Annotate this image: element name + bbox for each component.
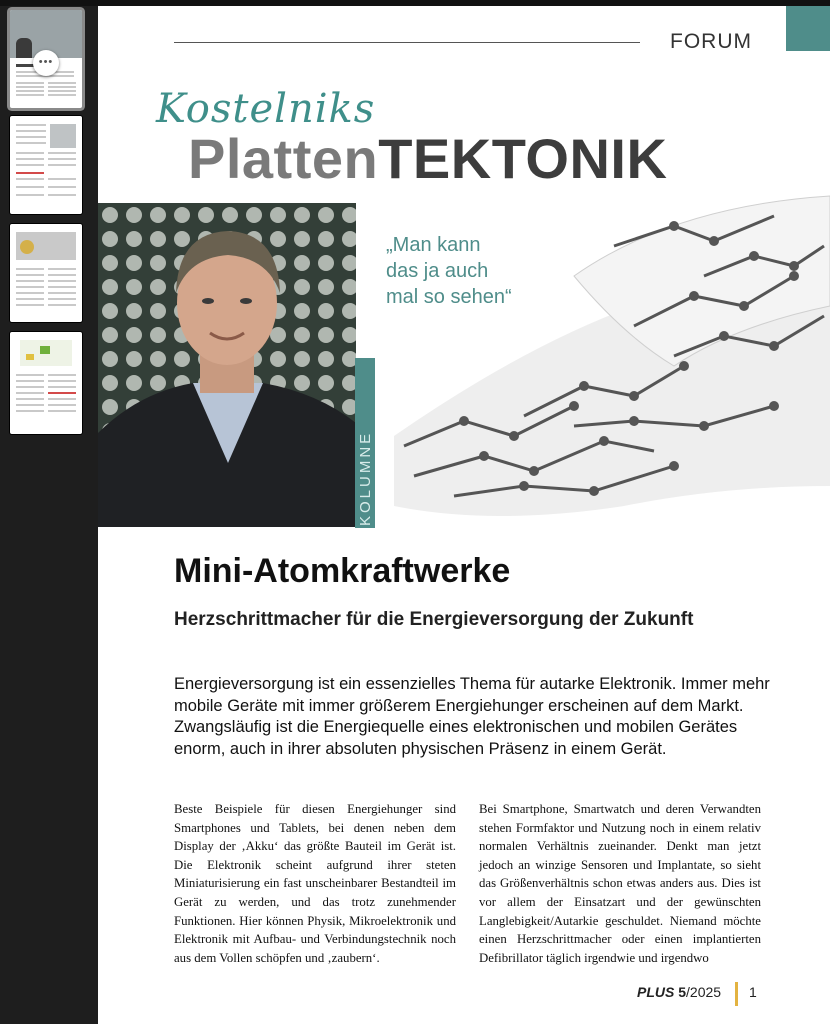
column-brand-title — [188, 126, 667, 191]
coin-icon — [20, 240, 34, 254]
thumbnail-image — [50, 124, 76, 148]
footer-divider — [735, 982, 738, 1006]
ellipsis-icon[interactable]: ••• — [33, 50, 59, 76]
brand-title-light: Platten — [188, 127, 379, 190]
article-subheadline: Herzschrittmacher für die Energieversorgung der Zukunft — [174, 609, 694, 630]
column-brand-script: Kostelniks — [156, 86, 376, 132]
article-headline: Mini-Atomkraftwerke — [174, 552, 511, 590]
section-label: FORUM — [670, 30, 752, 53]
issue-number: 5 — [678, 984, 687, 1000]
magazine-name: PLUS — [637, 984, 675, 1000]
page-thumbnail-2[interactable] — [10, 116, 82, 214]
brand-title-bold: TEKTONIK — [378, 127, 668, 190]
page-thumbnail-4[interactable] — [10, 332, 82, 434]
header-rule — [174, 42, 640, 43]
issue-year: /2025 — [686, 984, 722, 1000]
page-number: 1 — [749, 984, 757, 1000]
column-tag-label: KOLUMNE — [357, 430, 374, 526]
thumbnail-sidebar — [0, 6, 98, 1024]
accent-square — [786, 6, 830, 51]
magazine-page — [98, 6, 830, 1024]
page-thumbnail-3[interactable] — [10, 224, 82, 322]
body-column-right: Bei Smartphone, Smartwatch und deren Verwandten stehen Formfaktor und Nutzung noch in einem relativ normalen Verhältnis zueinander. Denkt man jetzt jedoch an winzige Sensoren und Implantate, so sieht das Größenverhältnis schon etwas anders aus. Dies ist vor allem der Einsatzart und der gewünschten Langlebigkeit/Autarkie geschuldet. Niemand möchte einen Herzschrittmacher oder einen implantierten Defibrillator täglich irgendwie und irgendwo — [479, 802, 761, 965]
pull-quote: „Man kann das ja auch mal so sehen“ — [386, 234, 512, 308]
author-portrait-illustration — [98, 203, 356, 527]
author-photo — [98, 203, 356, 527]
thumbnail-portrait — [16, 38, 32, 58]
article-lead: Energieversorgung ist ein essenzielles Thema für autarke Elektronik. Immer mehr mobile Geräte mit immer größerem Energiehunger erscheinen auf dem Markt. Zwangsläufig ist die Energiequelle eines elektronischen und mobilen Gerätes enorm, auch in ihrer absoluten physischen Präsenz in einem Gerät. — [174, 675, 770, 758]
body-column-left: Beste Beispiele für diesen Energiehunger sind Smartphones und Tablets, bei denen neben dem Display der ‚Akku‘ das größte Bauteil im Gerät ist. Die Elektronik scheint aufgrund ihrer steten Miniaturisierung ein fast unscheinbarer Bestandteil im Gerät zu werden, und das trotz zunehmender Funktionen. Hier können Physik, Mikroelektronik und Elektronik mit Aufbau- und Verbindungstechnik noch aus dem Vollen schöpfen und ‚zaubern‘. — [174, 802, 456, 965]
page-footer-magazine — [637, 984, 721, 1000]
